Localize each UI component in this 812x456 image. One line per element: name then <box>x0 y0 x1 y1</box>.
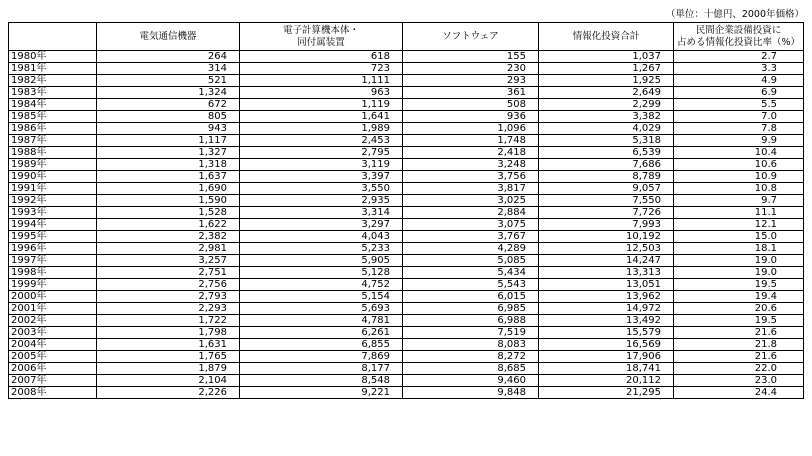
cell-computers: 618 <box>240 51 403 63</box>
cell-telecom-equipment: 264 <box>97 51 240 63</box>
table-row <box>9 207 804 219</box>
cell-it-investment-ratio: 12.1 <box>674 219 804 231</box>
cell-it-investment-total: 13,492 <box>539 315 674 327</box>
cell-computers: 963 <box>240 87 403 99</box>
cell-it-investment-total: 6,539 <box>539 147 674 159</box>
cell-telecom-equipment: 672 <box>97 99 240 111</box>
cell-telecom-equipment: 943 <box>97 123 240 135</box>
cell-year: 1991年 <box>9 183 97 195</box>
cell-software: 508 <box>403 99 539 111</box>
cell-it-investment-total: 8,789 <box>539 171 674 183</box>
cell-year: 2006年 <box>9 363 97 375</box>
table-row <box>9 339 804 351</box>
cell-telecom-equipment: 1,637 <box>97 171 240 183</box>
cell-it-investment-total: 21,295 <box>539 387 674 399</box>
cell-computers: 5,693 <box>240 303 403 315</box>
cell-software: 3,025 <box>403 195 539 207</box>
cell-it-investment-ratio: 2.7 <box>674 51 804 63</box>
cell-it-investment-ratio: 24.4 <box>674 387 804 399</box>
cell-it-investment-ratio: 15.0 <box>674 231 804 243</box>
cell-it-investment-ratio: 10.9 <box>674 171 804 183</box>
cell-it-investment-ratio: 9.9 <box>674 135 804 147</box>
cell-year: 1998年 <box>9 267 97 279</box>
cell-telecom-equipment: 314 <box>97 63 240 75</box>
table-row <box>9 135 804 147</box>
table-row <box>9 219 804 231</box>
cell-it-investment-ratio: 5.5 <box>674 99 804 111</box>
table-row <box>9 75 804 87</box>
cell-it-investment-ratio: 19.4 <box>674 291 804 303</box>
cell-telecom-equipment: 2,293 <box>97 303 240 315</box>
table-row <box>9 147 804 159</box>
cell-telecom-equipment: 1,722 <box>97 315 240 327</box>
cell-year: 2001年 <box>9 303 97 315</box>
cell-software: 9,848 <box>403 387 539 399</box>
cell-telecom-equipment: 1,798 <box>97 327 240 339</box>
cell-telecom-equipment: 1,622 <box>97 219 240 231</box>
cell-it-investment-total: 7,993 <box>539 219 674 231</box>
cell-software: 3,248 <box>403 159 539 171</box>
cell-telecom-equipment: 2,104 <box>97 375 240 387</box>
cell-computers: 2,795 <box>240 147 403 159</box>
cell-it-investment-total: 1,925 <box>539 75 674 87</box>
cell-software: 936 <box>403 111 539 123</box>
cell-year: 1995年 <box>9 231 97 243</box>
cell-it-investment-ratio: 21.8 <box>674 339 804 351</box>
cell-year: 2007年 <box>9 375 97 387</box>
cell-software: 8,272 <box>403 351 539 363</box>
cell-it-investment-total: 7,686 <box>539 159 674 171</box>
table-row <box>9 327 804 339</box>
cell-computers: 5,154 <box>240 291 403 303</box>
cell-computers: 1,641 <box>240 111 403 123</box>
header-row <box>9 23 804 51</box>
table-row <box>9 123 804 135</box>
table-row <box>9 363 804 375</box>
cell-computers: 1,989 <box>240 123 403 135</box>
cell-it-investment-ratio: 21.6 <box>674 351 804 363</box>
cell-software: 155 <box>403 51 539 63</box>
cell-software: 293 <box>403 75 539 87</box>
table-row <box>9 171 804 183</box>
table-row <box>9 387 804 399</box>
cell-year: 1988年 <box>9 147 97 159</box>
cell-telecom-equipment: 1,765 <box>97 351 240 363</box>
table-row <box>9 111 804 123</box>
cell-software: 2,884 <box>403 207 539 219</box>
cell-it-investment-total: 15,579 <box>539 327 674 339</box>
cell-it-investment-total: 20,112 <box>539 375 674 387</box>
table-row <box>9 255 804 267</box>
cell-it-investment-total: 2,299 <box>539 99 674 111</box>
cell-year: 1997年 <box>9 255 97 267</box>
cell-it-investment-ratio: 21.6 <box>674 327 804 339</box>
table-row <box>9 87 804 99</box>
cell-software: 6,988 <box>403 315 539 327</box>
cell-computers: 9,221 <box>240 387 403 399</box>
table-row <box>9 183 804 195</box>
cell-software: 7,519 <box>403 327 539 339</box>
cell-it-investment-total: 14,972 <box>539 303 674 315</box>
cell-telecom-equipment: 2,756 <box>97 279 240 291</box>
cell-year: 1981年 <box>9 63 97 75</box>
cell-year: 1999年 <box>9 279 97 291</box>
cell-it-investment-total: 12,503 <box>539 243 674 255</box>
cell-computers: 3,119 <box>240 159 403 171</box>
cell-it-investment-ratio: 22.0 <box>674 363 804 375</box>
cell-year: 1990年 <box>9 171 97 183</box>
cell-software: 6,985 <box>403 303 539 315</box>
cell-year: 2000年 <box>9 291 97 303</box>
cell-computers: 2,453 <box>240 135 403 147</box>
unit-note: （単位：十億円、2000年価格） <box>665 9 804 20</box>
cell-software: 3,756 <box>403 171 539 183</box>
table-header <box>9 23 804 51</box>
cell-computers: 4,752 <box>240 279 403 291</box>
cell-telecom-equipment: 521 <box>97 75 240 87</box>
cell-year: 1993年 <box>9 207 97 219</box>
cell-year: 1992年 <box>9 195 97 207</box>
cell-computers: 723 <box>240 63 403 75</box>
cell-telecom-equipment: 1,879 <box>97 363 240 375</box>
cell-year: 1983年 <box>9 87 97 99</box>
cell-telecom-equipment: 1,117 <box>97 135 240 147</box>
cell-telecom-equipment: 805 <box>97 111 240 123</box>
cell-software: 8,083 <box>403 339 539 351</box>
cell-it-investment-ratio: 19.0 <box>674 255 804 267</box>
cell-software: 3,817 <box>403 183 539 195</box>
cell-it-investment-ratio: 10.6 <box>674 159 804 171</box>
cell-it-investment-ratio: 19.0 <box>674 267 804 279</box>
table-row <box>9 159 804 171</box>
cell-telecom-equipment: 1,324 <box>97 87 240 99</box>
cell-computers: 8,177 <box>240 363 403 375</box>
cell-it-investment-ratio: 23.0 <box>674 375 804 387</box>
cell-software: 2,418 <box>403 147 539 159</box>
cell-year: 1996年 <box>9 243 97 255</box>
table-row <box>9 303 804 315</box>
cell-telecom-equipment: 2,981 <box>97 243 240 255</box>
cell-computers: 2,935 <box>240 195 403 207</box>
cell-telecom-equipment: 2,793 <box>97 291 240 303</box>
cell-it-investment-ratio: 10.4 <box>674 147 804 159</box>
table-row <box>9 315 804 327</box>
cell-telecom-equipment: 1,690 <box>97 183 240 195</box>
table-body <box>9 51 804 399</box>
cell-year: 2008年 <box>9 387 97 399</box>
cell-it-investment-total: 17,906 <box>539 351 674 363</box>
cell-computers: 4,043 <box>240 231 403 243</box>
cell-software: 9,460 <box>403 375 539 387</box>
cell-it-investment-total: 2,649 <box>539 87 674 99</box>
header-it-investment-total: 情報化投資合計 <box>539 23 674 51</box>
table-row <box>9 291 804 303</box>
cell-it-investment-total: 9,057 <box>539 183 674 195</box>
cell-software: 1,096 <box>403 123 539 135</box>
cell-it-investment-total: 3,382 <box>539 111 674 123</box>
cell-software: 5,543 <box>403 279 539 291</box>
cell-it-investment-total: 18,741 <box>539 363 674 375</box>
table-row <box>9 375 804 387</box>
cell-software: 6,015 <box>403 291 539 303</box>
table-row <box>9 195 804 207</box>
cell-it-investment-ratio: 20.6 <box>674 303 804 315</box>
cell-telecom-equipment: 1,631 <box>97 339 240 351</box>
table-row <box>9 51 804 63</box>
cell-it-investment-ratio: 7.0 <box>674 111 804 123</box>
cell-software: 5,085 <box>403 255 539 267</box>
table-row <box>9 231 804 243</box>
cell-it-investment-total: 14,247 <box>539 255 674 267</box>
cell-computers: 7,869 <box>240 351 403 363</box>
cell-year: 1989年 <box>9 159 97 171</box>
cell-software: 230 <box>403 63 539 75</box>
table-row <box>9 279 804 291</box>
header-computers: 電子計算機本体・ 同付属装置 <box>240 23 403 51</box>
cell-year: 2005年 <box>9 351 97 363</box>
cell-year: 2002年 <box>9 315 97 327</box>
cell-it-investment-total: 10,192 <box>539 231 674 243</box>
cell-year: 1984年 <box>9 99 97 111</box>
cell-computers: 3,550 <box>240 183 403 195</box>
cell-it-investment-ratio: 10.8 <box>674 183 804 195</box>
cell-it-investment-total: 13,051 <box>539 279 674 291</box>
cell-telecom-equipment: 2,751 <box>97 267 240 279</box>
header-it-investment-ratio: 民間企業設備投資に 占める情報化投資比率（%） <box>674 23 804 51</box>
cell-it-investment-ratio: 4.9 <box>674 75 804 87</box>
table-row <box>9 351 804 363</box>
cell-telecom-equipment: 2,226 <box>97 387 240 399</box>
cell-year: 2004年 <box>9 339 97 351</box>
cell-software: 361 <box>403 87 539 99</box>
cell-it-investment-ratio: 3.3 <box>674 63 804 75</box>
cell-it-investment-ratio: 9.7 <box>674 195 804 207</box>
cell-software: 3,075 <box>403 219 539 231</box>
cell-software: 5,434 <box>403 267 539 279</box>
header-software: ソフトウェア <box>403 23 539 51</box>
cell-software: 8,685 <box>403 363 539 375</box>
cell-computers: 6,855 <box>240 339 403 351</box>
cell-computers: 6,261 <box>240 327 403 339</box>
cell-computers: 4,781 <box>240 315 403 327</box>
cell-it-investment-ratio: 19.5 <box>674 315 804 327</box>
cell-it-investment-ratio: 11.1 <box>674 207 804 219</box>
cell-software: 1,748 <box>403 135 539 147</box>
cell-it-investment-total: 7,550 <box>539 195 674 207</box>
cell-computers: 1,119 <box>240 99 403 111</box>
cell-computers: 3,397 <box>240 171 403 183</box>
cell-year: 1986年 <box>9 123 97 135</box>
cell-telecom-equipment: 2,382 <box>97 231 240 243</box>
cell-computers: 8,548 <box>240 375 403 387</box>
cell-computers: 3,314 <box>240 207 403 219</box>
cell-year: 1980年 <box>9 51 97 63</box>
cell-it-investment-total: 13,962 <box>539 291 674 303</box>
it-investment-table <box>8 22 804 399</box>
cell-it-investment-total: 7,726 <box>539 207 674 219</box>
cell-year: 2003年 <box>9 327 97 339</box>
cell-it-investment-ratio: 18.1 <box>674 243 804 255</box>
cell-it-investment-total: 5,318 <box>539 135 674 147</box>
cell-telecom-equipment: 1,327 <box>97 147 240 159</box>
cell-year: 1985年 <box>9 111 97 123</box>
table-row <box>9 243 804 255</box>
cell-telecom-equipment: 1,590 <box>97 195 240 207</box>
table-row <box>9 63 804 75</box>
cell-computers: 5,128 <box>240 267 403 279</box>
cell-computers: 3,297 <box>240 219 403 231</box>
cell-it-investment-total: 1,267 <box>539 63 674 75</box>
cell-it-investment-ratio: 7.8 <box>674 123 804 135</box>
cell-year: 1994年 <box>9 219 97 231</box>
header-telecom-equipment: 電気通信機器 <box>97 23 240 51</box>
cell-telecom-equipment: 3,257 <box>97 255 240 267</box>
table-row <box>9 99 804 111</box>
cell-it-investment-total: 13,313 <box>539 267 674 279</box>
cell-year: 1987年 <box>9 135 97 147</box>
cell-it-investment-ratio: 19.5 <box>674 279 804 291</box>
cell-software: 4,289 <box>403 243 539 255</box>
cell-software: 3,767 <box>403 231 539 243</box>
cell-computers: 5,905 <box>240 255 403 267</box>
cell-telecom-equipment: 1,528 <box>97 207 240 219</box>
cell-it-investment-ratio: 6.9 <box>674 87 804 99</box>
cell-it-investment-total: 16,569 <box>539 339 674 351</box>
header-year <box>9 23 97 51</box>
cell-it-investment-total: 4,029 <box>539 123 674 135</box>
cell-year: 1982年 <box>9 75 97 87</box>
cell-computers: 1,111 <box>240 75 403 87</box>
cell-it-investment-total: 1,037 <box>539 51 674 63</box>
table-row <box>9 267 804 279</box>
cell-computers: 5,233 <box>240 243 403 255</box>
cell-telecom-equipment: 1,318 <box>97 159 240 171</box>
